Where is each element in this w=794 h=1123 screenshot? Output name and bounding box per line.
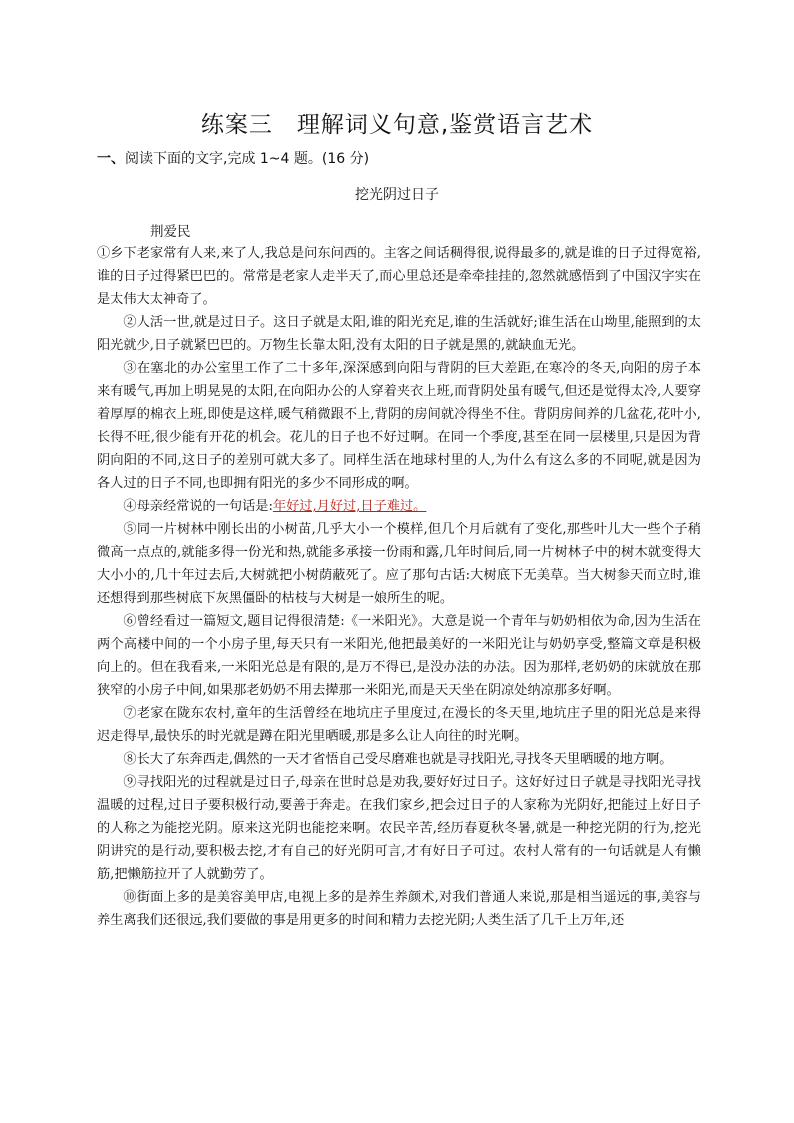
- paragraph-8: ⑧长大了东奔西走,偶然的一天才省悟自己受尽磨难也就是寻找阳光,寻找冬天里晒暖的地方啊。: [123, 752, 673, 767]
- paragraph-4: [97, 495, 701, 518]
- paragraph-5: ⑤同一片树林中刚长出的小树苗,几乎大小一个模样,但几个月后就有了变化,那些叶儿大一些个子稍微高一点点的,就能多得一份光和热,就能多承接一份雨和露,几年时间后,同一片树林子中的树木就变得大大小小的,几十年过去后,大树就把小树荫蔽死了。应了那句古话:大树底下无美草。当大树参天而立时,谁还想得到那些树底下灰黑僵卧的枯枝与大树是一娘所生的呢。: [97, 522, 701, 606]
- paragraph-3: ③在塞北的办公室里工作了二十多年,深深感到向阳与背阴的巨大差距,在寒冷的冬天,向阳的房子本来有暖气,再加上明晃晃的太阳,在向阳办公的人穿着夹衣上班,而背阴处虽有暖气,但还是觉得太冷,人要穿着厚厚的棉衣上班,即使是这样,暖气稍微跟不上,背阴的房间就冷得坐不住。背阴房间养的几盆花,花叶小,长得不旺,很少能有开花的机会。花儿的日子也不好过啊。在同一个季度,甚至在同一层楼里,只是因为背阴向阳的不同,这日子的差别可就大多了。同样生活在地球村里的人,为什么有这么多的不同呢,就是因为各人过的日子不同,也即拥有阳光的多少不同形成的啊。: [97, 361, 701, 491]
- essay-body: [97, 242, 701, 932]
- question-text: 阅读下面的文字,完成 1~4 题。(16 分): [125, 151, 370, 167]
- essay-author: 荆爱民: [150, 224, 191, 240]
- essay-title: 挖光阴过日子: [355, 187, 439, 203]
- question-number: 一、: [97, 151, 125, 167]
- paragraph-9: ⑨寻找阳光的过程就是过日子,母亲在世时总是劝我,要好好过日子。这好好过日子就是寻找阳光寻找温暖的过程,过日子要积极行动,要善于奔走。在我们家乡,把会过日子的人家称为光阴好,把能过上好日子的人称之为能挖光阴。原来这光阴也能挖来啊。农民辛苦,经历春夏秋冬暑,就是一种挖光阴的行为,挖光阴讲究的是行动,要积极去挖,才有自己的好光阴可言,才有好日子可过。农村人常有的一句话就是人有懒筋,把懒筋拉开了人就勤劳了。: [97, 775, 701, 882]
- paragraph-1: ①乡下老家常有人来,来了人,我总是问东问西的。主客之间话稠得很,说得最多的,就是谁的日子过得宽裕,谁的日子过得紧巴巴的。常常是老家人走半天了,而心里总还是牵牵挂挂的,忽然就感悟到了中国汉字实在是太伟大太神奇了。: [97, 246, 701, 307]
- paragraph-7: ⑦老家在陇东农村,童年的生活曾经在地坑庄子里度过,在漫长的冬天里,地坑庄子里的阳光总是来得迟走得早,最快乐的时光就是蹲在阳光里晒暖,那是多么让人向往的时光啊。: [97, 706, 701, 744]
- paragraph-2: ②人活一世,就是过日子。这日子就是太阳,谁的阳光充足,谁的生活就好;谁生活在山坳里,能照到的太阳光就少,日子就紧巴巴的。万物生长靠太阳,没有太阳的日子就是黑的,就缺血无光。: [97, 315, 701, 353]
- paragraph-4-lead: ④母亲经常说的一句话是:: [123, 499, 273, 514]
- page-title: 练案三 理解词义句意,鉴赏语言艺术: [200, 112, 594, 138]
- highlighted-quote: 年好过,月好过,日子难过。: [272, 499, 427, 514]
- question-instruction: [97, 148, 369, 168]
- paragraph-10: ⑩街面上多的是美容美甲店,电视上多的是养生养颜术,对我们普通人来说,那是相当遥远的事,美容与养生离我们还很远,我们要做的事是用更多的时间和精力去挖光阴;人类生活了几千上万年,还: [97, 890, 701, 928]
- paragraph-6: ⑥曾经看过一篇短文,题目记得很清楚:《一米阳光》。大意是说一个青年与奶奶相依为命,因为生活在两个高楼中间的一个小房子里,每天只有一米阳光,他把最美好的一米阳光让与奶奶享受,整篇文章是积极向上的。但在我看来,一米阳光总是有限的,是万不得已,是没办法的办法。因为那样,老奶奶的床就放在那狭窄的小房子中间,如果那老奶奶不用去撵那一米阳光,而是天天坐在阴凉处纳凉那多好啊。: [97, 614, 701, 698]
